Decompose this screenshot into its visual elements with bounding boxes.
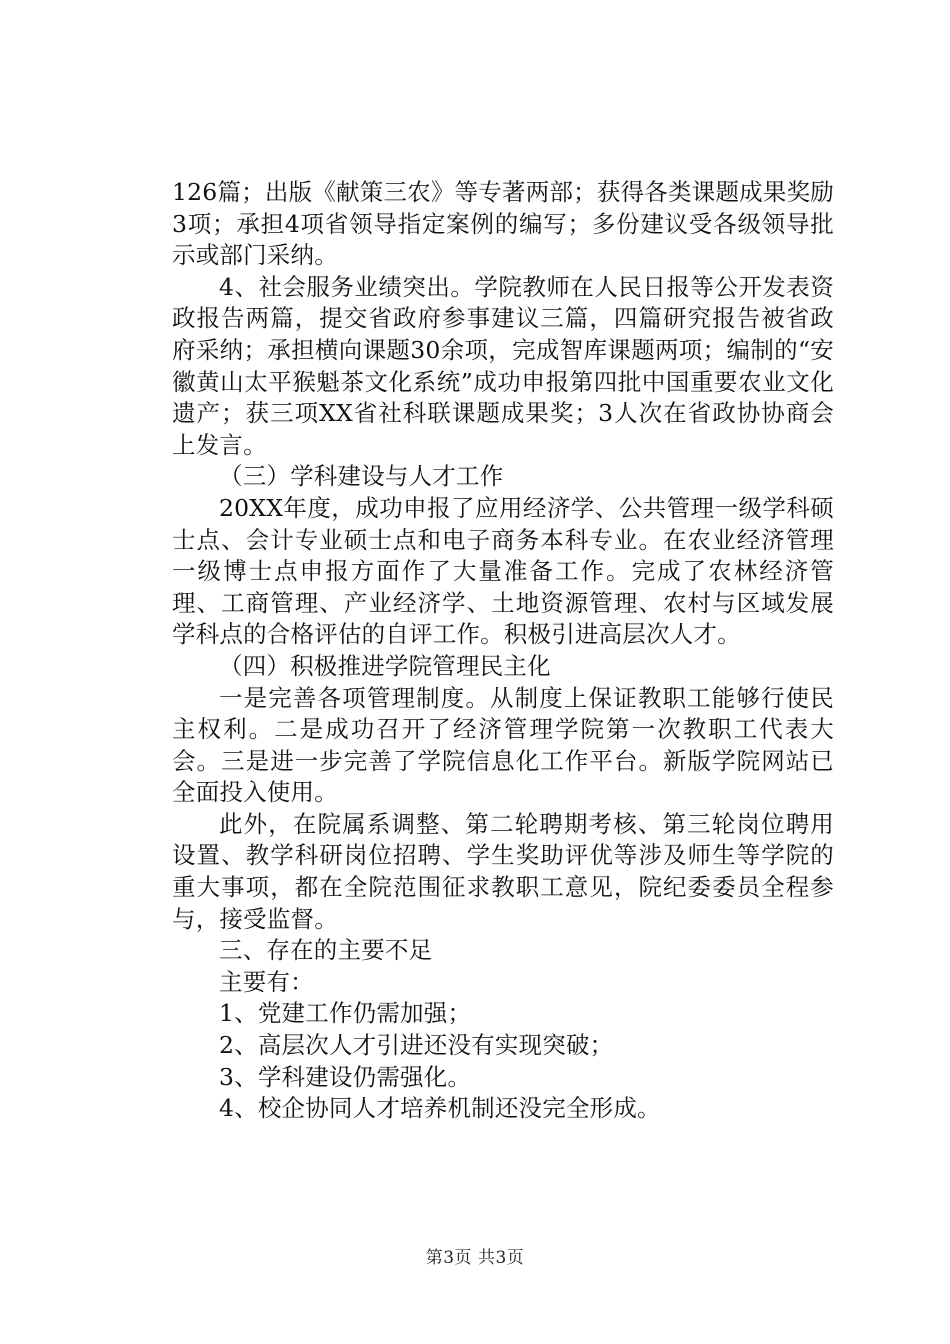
paragraph-discipline-construction: 20XX年度，成功申报了应用经济学、公共管理一级学科硕士点、会计专业硕士点和电子商务本科专业。在农业经济管理一级博士点申报方面作了大量准备工作。完成了农林经济管理、工商管理、产业经济学、土地资源管理、农村与区域发展学科点的合格评估的自评工作。积极引进高层次人才。	[172, 493, 834, 649]
paragraph-major-matters: 此外，在院属系调整、第二轮聘期考核、第三轮岗位聘用设置、教学科研岗位招聘、学生奖助评优等涉及师生等学院的重大事项，都在全院范围征求教职工意见，院纪委委员全程参与，接受监督。	[172, 809, 834, 933]
paragraph-publications: 126篇；出版《献策三农》等专著两部；获得各类课题成果奖励3项；承担4项省领导指定案例的编写；多份建议受各级领导批示或部门采纳。	[172, 178, 834, 270]
paragraph-social-service: 4、社会服务业绩突出。学院教师在人民日报等公开发表资政报告两篇，提交省政府参事建议三篇，四篇研究报告被省政府采纳；承担横向课题30余项，完成智库课题两项；编制的“安徽黄山太平猴魁茶文化系统”成功申报第四批中国重要农业文化遗产；获三项XX省社科联课题成果奖；3人次在省政协协商会上发言。	[172, 272, 834, 459]
paragraph-main-points-intro: 主要有：	[219, 967, 314, 996]
list-item-talent-introduction: 2、高层次人才引进还没有实现突破；	[219, 1031, 614, 1060]
page-number-footer: 第3页 共3页	[425, 1248, 525, 1268]
list-item-school-enterprise: 4、校企协同人才培养机制还没完全形成。	[219, 1094, 661, 1123]
section-heading-democratization: （四）积极推进学院管理民主化	[219, 651, 551, 680]
paragraph-management-system: 一是完善各项管理制度。从制度上保证教职工能够行使民主权利。二是成功召开了经济管理学院第一次教职工代表大会。三是进一步完善了学院信息化工作平台。新版学院网站已全面投入使用。	[172, 683, 834, 807]
document-body	[172, 177, 834, 1125]
list-item-discipline-strengthening: 3、学科建设仍需强化。	[219, 1062, 472, 1091]
list-item-party-building: 1、党建工作仍需加强；	[219, 999, 472, 1028]
section-heading-discipline: （三）学科建设与人才工作	[219, 462, 504, 491]
section-heading-shortcomings: 三、存在的主要不足	[219, 936, 433, 965]
